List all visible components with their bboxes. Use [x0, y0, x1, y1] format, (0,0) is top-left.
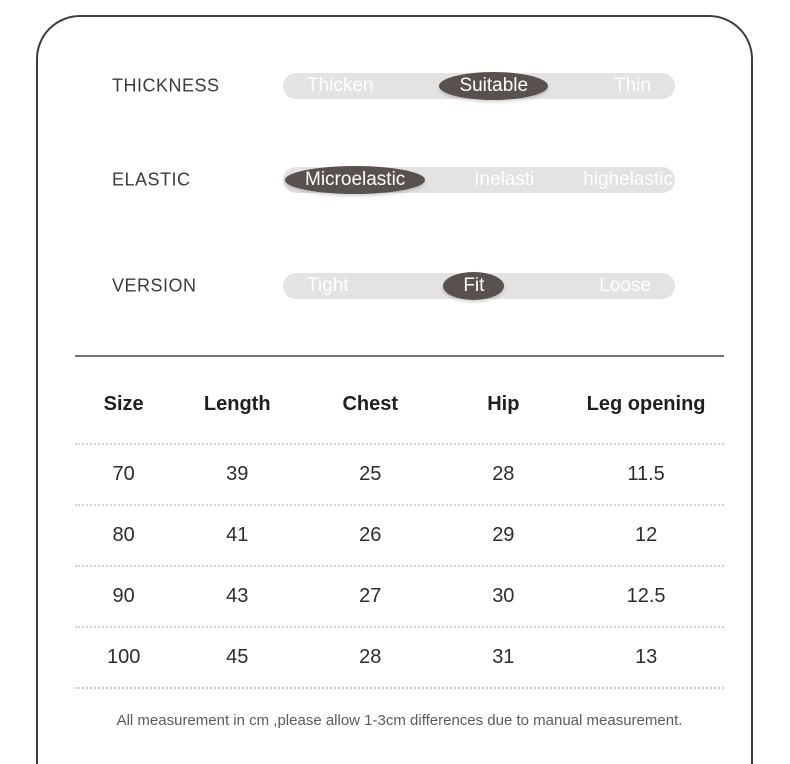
cell-hip: 31: [492, 646, 515, 668]
column-header-hip: Hip: [487, 392, 520, 415]
cell-leg-opening: 12.5: [626, 585, 666, 607]
attribute-row-elastic: [38, 166, 751, 194]
version-pill: [283, 273, 675, 299]
option-microelastic[interactable]: Microelastic: [285, 166, 425, 194]
table-row: [75, 443, 724, 504]
table-row: [75, 504, 724, 565]
footnote-row: [75, 687, 724, 748]
option-fit[interactable]: Fit: [443, 272, 504, 300]
cell-hip: 30: [492, 585, 515, 607]
cell-size: 70: [112, 463, 135, 485]
table-row: [75, 626, 724, 687]
option-suitable[interactable]: Suitable: [439, 72, 548, 100]
version-label: VERSION: [112, 275, 197, 296]
elastic-label: ELASTIC: [112, 169, 191, 190]
cell-chest: 26: [359, 524, 382, 546]
cell-chest: 25: [359, 463, 382, 485]
column-header-size: Size: [103, 392, 144, 415]
cell-chest: 27: [359, 585, 382, 607]
measurement-disclaimer: All measurement in cm ,please allow 1-3cm differences due to manual measurement.: [116, 712, 683, 729]
cell-leg-opening: 13: [634, 646, 658, 668]
column-header-leg-opening: Leg opening: [586, 392, 706, 415]
size-table-header: [75, 355, 724, 443]
cell-length: 41: [226, 524, 249, 546]
thickness-pill: [283, 73, 675, 99]
attribute-row-thickness: [38, 72, 751, 100]
column-header-length: Length: [203, 392, 271, 415]
cell-length: 39: [226, 463, 249, 485]
cell-length: 43: [226, 585, 249, 607]
option-loose[interactable]: Loose: [599, 275, 651, 296]
cell-hip: 29: [492, 524, 515, 546]
thickness-label: THICKNESS: [112, 75, 220, 96]
cell-chest: 28: [359, 646, 382, 668]
column-header-chest: Chest: [342, 392, 399, 415]
rounded-card: [36, 15, 753, 764]
cell-size: 100: [106, 646, 141, 668]
option-highelastic[interactable]: highelastic: [583, 169, 673, 190]
attribute-row-version: [38, 272, 751, 300]
elastic-pill: [283, 167, 675, 193]
option-inelasti[interactable]: Inelasti: [474, 169, 535, 190]
cell-size: 90: [112, 585, 135, 607]
cell-size: 80: [112, 524, 135, 546]
cell-leg-opening: 11.5: [627, 463, 665, 485]
cell-length: 45: [226, 646, 249, 668]
size-table: [75, 355, 724, 748]
cell-hip: 28: [492, 463, 515, 485]
option-thicken[interactable]: Thicken: [307, 75, 374, 96]
option-tight[interactable]: Tight: [307, 275, 349, 296]
cell-leg-opening: 12: [634, 524, 658, 546]
table-row: [75, 565, 724, 626]
option-thin[interactable]: Thin: [614, 75, 651, 96]
